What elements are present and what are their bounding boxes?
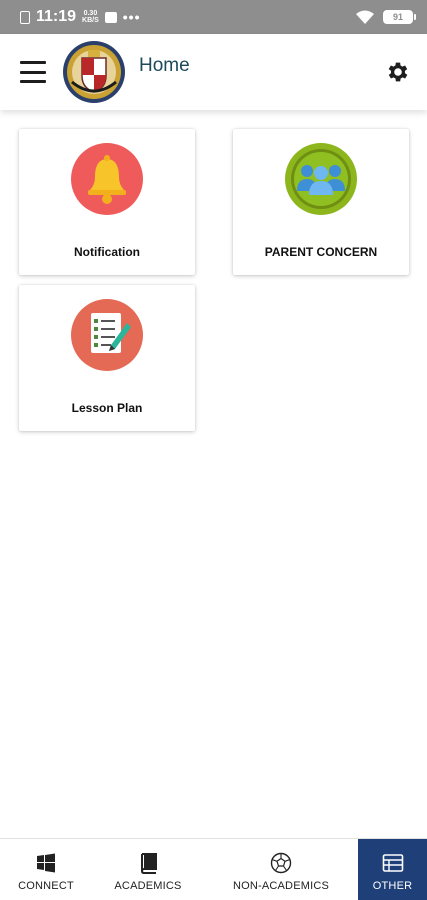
network-speed-unit: KB/S xyxy=(82,17,99,24)
network-speed xyxy=(82,10,99,24)
school-logo xyxy=(62,40,126,104)
tile-label: PARENT CONCERN xyxy=(264,245,378,259)
sim-icon xyxy=(20,11,30,24)
menu-button[interactable] xyxy=(20,61,46,83)
nav-other[interactable] xyxy=(358,839,427,900)
status-bar xyxy=(0,0,427,34)
menu-line-icon xyxy=(20,80,46,83)
nav-label: ACADEMICS xyxy=(114,879,182,892)
app-bar xyxy=(0,34,427,110)
battery-level: 91 xyxy=(392,12,403,22)
tile-parent-concern[interactable] xyxy=(233,129,409,275)
list-icon xyxy=(382,852,404,874)
nav-non-academics[interactable] xyxy=(204,839,358,900)
menu-line-icon xyxy=(20,61,46,64)
nav-connect[interactable] xyxy=(0,839,92,900)
menu-line-icon xyxy=(20,71,46,74)
book-icon xyxy=(137,852,159,874)
page-title: Home xyxy=(139,55,190,76)
wifi-icon xyxy=(355,9,375,25)
tile-lesson-plan[interactable] xyxy=(19,285,195,431)
tile-label: Lesson Plan xyxy=(71,401,143,415)
nav-label: OTHER xyxy=(372,879,413,892)
soccer-ball-icon xyxy=(270,852,292,874)
status-time: 11:19 xyxy=(36,8,77,25)
settings-gear-icon[interactable] xyxy=(385,59,411,85)
more-notifications-icon: ••• xyxy=(122,9,141,25)
lesson-plan-icon xyxy=(71,299,143,371)
nav-academics[interactable] xyxy=(92,839,204,900)
message-notification-icon xyxy=(105,12,117,23)
battery-icon xyxy=(383,10,413,24)
network-speed-value: 0.30 xyxy=(83,10,98,17)
tile-notification[interactable] xyxy=(19,129,195,275)
tile-label: Notification xyxy=(74,245,140,259)
nav-label: NON-ACADEMICS xyxy=(232,879,330,892)
status-left xyxy=(20,8,141,26)
bell-icon xyxy=(71,143,143,215)
windows-icon xyxy=(35,852,57,874)
bottom-navigation xyxy=(0,838,427,900)
nav-label: CONNECT xyxy=(18,879,74,892)
status-right xyxy=(355,9,413,25)
parents-group-icon xyxy=(285,143,357,215)
